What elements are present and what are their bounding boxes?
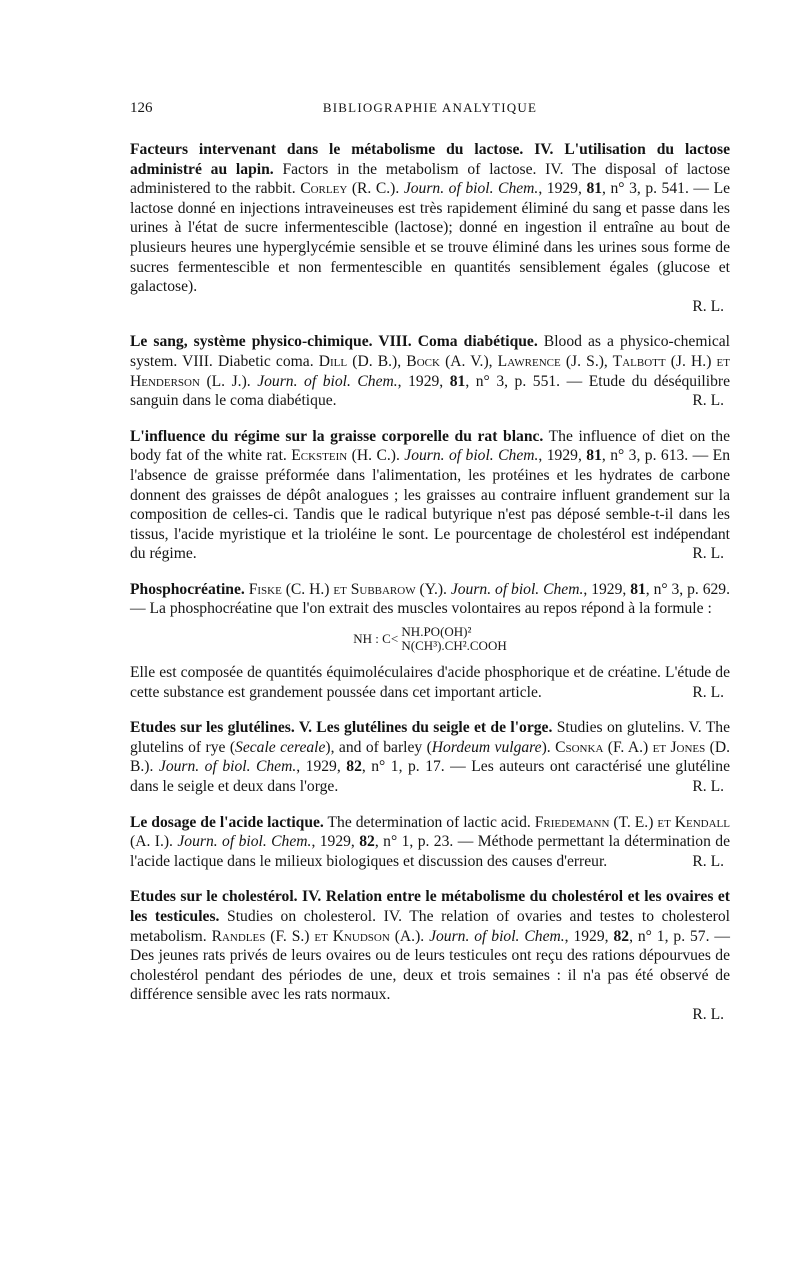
entry-title: Etudes sur les glutélines. V. Les glutélines du seigle et de l'orge. [130, 719, 553, 737]
entry-body: Etude du déséquilibre sanguin dans le coma diabétique. [130, 372, 730, 410]
abstract-entry-glutelins [130, 718, 730, 796]
entry-translation: The influence of diet on the body fat of the white rat. [130, 427, 730, 465]
entry-volume: 81 [586, 447, 602, 465]
entry-signature: R. L. [692, 852, 724, 870]
entry-ref-year: , 1929, [564, 927, 614, 945]
entry-ref-year: , 1929, [397, 372, 450, 390]
entry-volume: 82 [613, 927, 630, 945]
entry-author-initials: (H. C.). [347, 447, 405, 465]
entry-title: Phosphocréatine. [130, 580, 245, 598]
entry-ref-page: , n° 3, p. 629. — [130, 580, 730, 618]
entry-ref-page: , n° 1, p. 23. — [374, 833, 478, 851]
entry-signature: R. L. [692, 392, 724, 410]
entry-body: Le lactose donné en injections intraveineuses est très rapidement éliminé du sang et passe dans les urines à l'état de sucre infermentescible (lactose); donné en ingestion il entraîne au bout de plusieurs heures une hyperglycémie sensible et se trouve éliminé dans les urines sous forme de sucres fermentescible et non fermentescible en quantités sensiblement égales (glucose et galactose). [130, 180, 731, 296]
entry-latin-name: Hordeum vulgare [431, 738, 542, 756]
entry-author: Corley [300, 180, 348, 198]
page-number: 126 [130, 100, 153, 116]
formula-branches [401, 625, 506, 653]
entry-journal: Journ. of biol. Chem. [403, 180, 539, 198]
entry-ref-page: , n° 1, p. 17. — [361, 758, 472, 776]
entry-translation-end: ). [541, 738, 556, 756]
formula-bottom-branch: N(CH³).CH².COOH [401, 638, 507, 654]
page-header [130, 100, 730, 122]
entry-ref-page: , n° 3, p. 541. — [602, 180, 714, 198]
entry-title: Etudes sur le cholestérol. IV. Relation entre le métabolisme du cholestérol et les ovaires et les testicules. [130, 888, 730, 925]
entry-translation: Factors in the metabolism of lactose. IV. The disposal of lactose administered to the rabbit. [130, 160, 730, 198]
entry-signature: R. L. [692, 1005, 724, 1023]
entry-body: Des jeunes rats privés de leurs ovaires ou de leurs testicules ont reçu des rations dépourvues de cholestérol pendant des périodes de une, deux et trois semaines : il n'a pas été observé de différence sensible avec les rats normaux. [130, 947, 730, 1004]
entry-body: Les auteurs ont caractérisé une glutéline dans le seigle et deux dans l'orge. [130, 758, 730, 796]
entry-signature: R. L. [692, 297, 724, 315]
entry-volume: 81 [630, 580, 646, 598]
abstract-entry-diet-fat [130, 427, 730, 564]
abstract-entry-lactose [130, 140, 730, 316]
entry-body: En l'absence de graisse préformée dans l'alimentation, les protéines et les hydrates de carbone donnent des graisses de dépôt analogues ; les graisses au contraire influent grandement sur la composition de celles-ci. Tandis que le radical butyrique n'est pas déposé semble-t-il dans les tissus, l'acide myristique et la trioléine le sont. Le pourcentage de cholestérol est indépendant du régime. [130, 447, 730, 563]
entry-translation: Studies on cholesterol. IV. The relation of ovaries and testes to cholesterol metabolism. [130, 908, 730, 945]
entry-signature: R. L. [692, 778, 724, 796]
entry-body-continued: Elle est composée de quantités équimoléculaires d'acide phosphorique et de créatine. L'étude de cette substance est grandement poussée dans cet important article. [130, 664, 730, 701]
entry-body: La phosphocréatine que l'on extrait des muscles volontaires au repos répond à la formule : [149, 600, 712, 618]
entry-translation: The determination of lactic acid. [323, 813, 535, 831]
entry-authors: Csonka (F. A.) et Jones (D. B.). [130, 738, 730, 776]
entry-body: Méthode permettant la détermination de l'acide lactique dans le milieux biologiques et discussion des causes d'erreur. [130, 833, 731, 870]
running-title: BIBLIOGRAPHIE ANALYTIQUE [322, 100, 538, 115]
document-page [130, 100, 730, 1041]
abstract-entry-phosphocreatine [130, 580, 730, 702]
entry-title: Le dosage de l'acide lactique. [130, 813, 324, 831]
abstract-entry-blood [130, 332, 730, 410]
entry-volume: 81 [449, 372, 466, 390]
abstract-entry-cholesterol [130, 887, 730, 1024]
entry-authors: Dill (D. B.), Bock (A. V.), Lawrence (J. S.), Talbott (J. H.) et Henderson (L. J.). [130, 352, 730, 390]
formula-top-branch: NH.PO(OH)² [401, 624, 472, 640]
entry-journal: Journ. of biol. Chem. [177, 833, 312, 851]
entry-signature: R. L. [692, 683, 724, 701]
entry-volume: 82 [346, 758, 362, 776]
entry-ref-year: , 1929, [538, 447, 587, 465]
entry-journal: Journ. of biol. Chem. [257, 372, 398, 390]
entry-ref-year: , 1929, [538, 180, 587, 198]
entry-ref-year: , 1929, [583, 580, 631, 598]
entry-journal: Journ. of biol. Chem. [404, 447, 539, 465]
entry-author: Eckstein [291, 447, 348, 465]
entry-translation: Blood as a physico-chemical system. VIII. Diabetic coma. [130, 333, 730, 370]
entry-translation-cont: ), and of barley ( [325, 738, 432, 756]
entry-authors: Randles (F. S.) et Knudson (A.). [211, 927, 430, 945]
entry-authors: Fiske (C. H.) et Subbarow (Y.). [244, 580, 451, 598]
chemical-formula [130, 625, 730, 653]
entry-ref-year: , 1929, [296, 758, 347, 776]
abstract-entry-lactic-acid [130, 813, 730, 872]
entry-volume: 81 [586, 180, 603, 198]
entry-volume: 82 [359, 833, 375, 851]
entry-journal: Journ. of biol. Chem. [429, 927, 565, 945]
entry-ref-page: , n° 1, p. 57. — [629, 927, 731, 945]
entry-ref-year: , 1929, [311, 833, 360, 851]
entry-title: Le sang, système physico-chimique. VIII. Coma diabétique. [130, 333, 538, 351]
entry-latin-name: Secale cereale [235, 738, 326, 756]
entry-ref-page: , n° 3, p. 613. — [601, 447, 713, 465]
entry-translation: Studies on glutelins. V. The glutelins of rye ( [130, 719, 730, 756]
entry-signature: R. L. [692, 545, 724, 563]
entry-journal: Journ. of biol. Chem. [450, 580, 584, 598]
entry-ref-page: , n° 3, p. 551. — [465, 372, 589, 390]
entry-author-initials: (R. C.). [347, 180, 404, 198]
entry-authors: Friedemann (T. E.) et Kendall (A. I.). [130, 813, 730, 851]
entry-title: L'influence du régime sur la graisse corporelle du rat blanc. [130, 427, 544, 445]
entry-journal: Journ. of biol. Chem. [158, 758, 297, 776]
entry-title: Facteurs intervenant dans le métabolisme du lactose. IV. L'utilisation du lactose administré au lapin. [130, 141, 730, 178]
formula-lhs: NH : C< [353, 631, 399, 647]
